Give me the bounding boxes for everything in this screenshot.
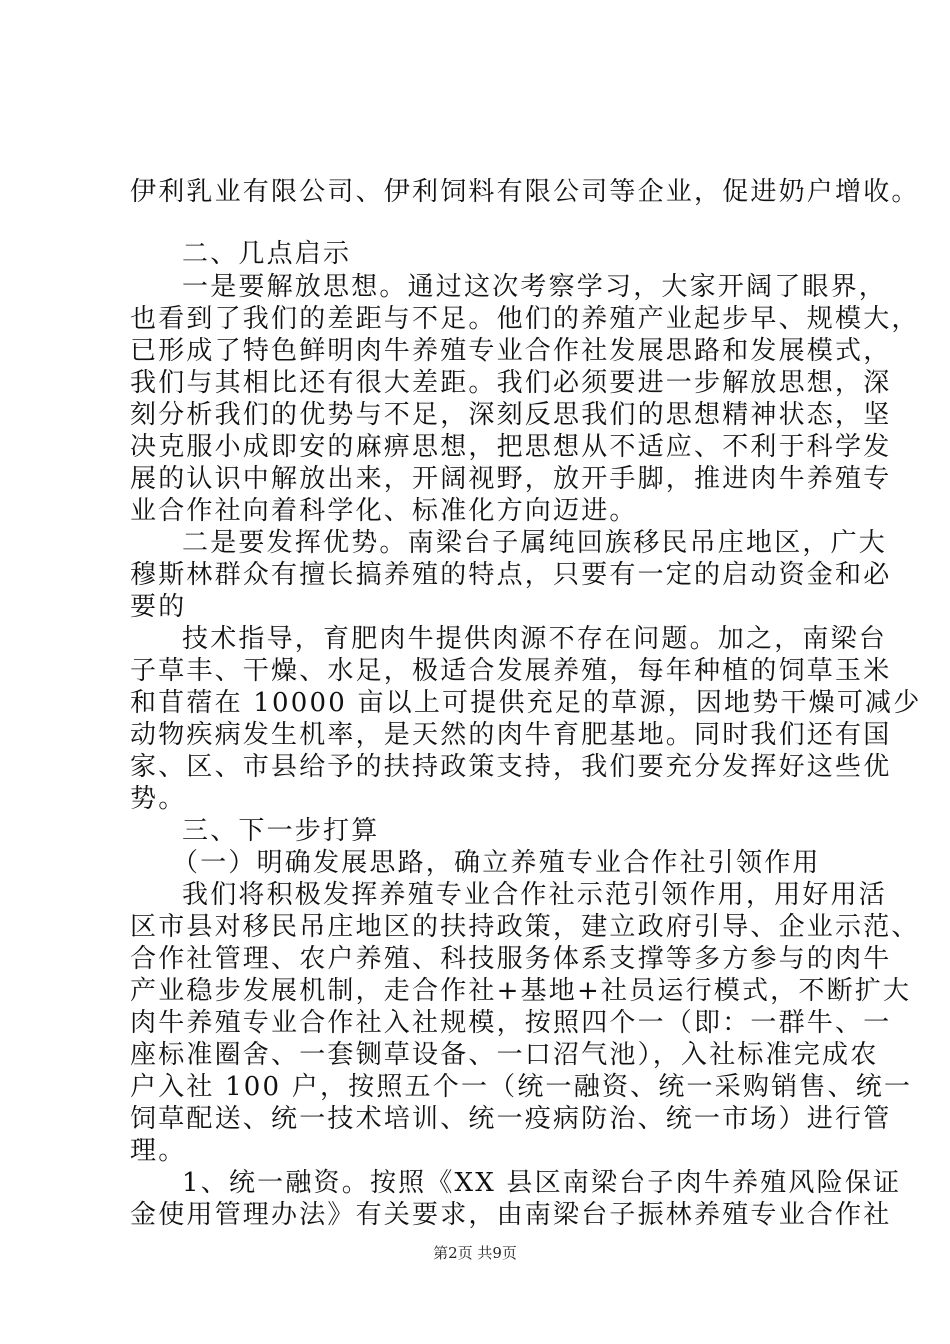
body-line: 业合作社向着科学化、标准化方向迈进。 bbox=[130, 496, 638, 526]
body-line: 子草丰、干燥、水足，极适合发展养殖，每年种植的饲草玉米 bbox=[130, 656, 892, 686]
body-line: 二是要发挥优势。南梁台子属纯回族移民吊庄地区，广大 bbox=[182, 528, 888, 558]
body-line: 座标准圈舍、一套铡草设备、一口沼气池），入社标准完成农 bbox=[130, 1040, 879, 1070]
body-line: 展的认识中解放出来，开阔视野，放开手脚，推进肉牛养殖专 bbox=[130, 464, 892, 494]
body-line: 伊利乳业有限公司、伊利饲料有限公司等企业，促进奶户增收。 bbox=[130, 177, 920, 207]
body-line: 产业稳步发展机制，走合作社+基地+社员运行模式，不断扩大 bbox=[130, 976, 912, 1006]
body-line: 和苜蓿在 10000 亩以上可提供充足的草源，因地势干燥可减少 bbox=[130, 688, 922, 718]
body-line: 金使用管理办法》有关要求，由南梁台子振林养殖专业合作社 bbox=[130, 1200, 892, 1230]
body-line: 一是要解放思想。通过这次考察学习，大家开阔了眼界， bbox=[182, 272, 888, 302]
body-line: 势。 bbox=[130, 784, 187, 814]
body-line: 肉牛养殖专业合作社入社规模，按照四个一（即：一群牛、一 bbox=[130, 1008, 892, 1038]
body-line: 也看到了我们的差距与不足。他们的养殖产业起步早、规模大， bbox=[130, 304, 920, 334]
section-heading: 二、几点启示 bbox=[182, 239, 352, 269]
page-footer: 第2页 共9页 bbox=[433, 1244, 517, 1262]
body-line: 饲草配送、统一技术培训、统一疫病防治、统一市场）进行管 bbox=[130, 1104, 892, 1134]
body-line: 刻分析我们的优势与不足，深刻反思我们的思想精神状态，坚 bbox=[130, 400, 892, 430]
body-line: 1、统一融资。按照《XX 县区南梁台子肉牛养殖风险保证 bbox=[182, 1168, 902, 1198]
body-line: 已形成了特色鲜明肉牛养殖专业合作社发展思路和发展模式， bbox=[130, 336, 892, 366]
body-line: 要的 bbox=[130, 592, 187, 622]
body-line: 动物疾病发生机率，是天然的肉牛育肥基地。同时我们还有国 bbox=[130, 720, 892, 750]
body-line: 合作社管理、农户养殖、科技服务体系支撑等多方参与的肉牛 bbox=[130, 944, 892, 974]
body-line: 决克服小成即安的麻痹思想，把思想从不适应、不利于科学发 bbox=[130, 432, 892, 462]
body-line: 技术指导，育肥肉牛提供肉源不存在问题。加之，南梁台 bbox=[182, 624, 888, 654]
section-heading: 三、下一步打算 bbox=[182, 816, 380, 846]
subsection-heading: （一）明确发展思路，确立养殖专业合作社引领作用 bbox=[172, 848, 821, 878]
body-line: 区市县对移民吊庄地区的扶持政策，建立政府引导、企业示范、 bbox=[130, 912, 920, 942]
body-line: 我们将积极发挥养殖专业合作社示范引领作用，用好用活 bbox=[182, 880, 888, 910]
body-line: 我们与其相比还有很大差距。我们必须要进一步解放思想，深 bbox=[130, 368, 892, 398]
body-line: 家、区、市县给予的扶持政策支持，我们要充分发挥好这些优 bbox=[130, 752, 892, 782]
body-line: 穆斯林群众有擅长搞养殖的特点，只要有一定的启动资金和必 bbox=[130, 560, 892, 590]
body-line: 户入社 100 户，按照五个一（统一融资、统一采购销售、统一 bbox=[130, 1072, 913, 1102]
body-line: 理。 bbox=[130, 1136, 187, 1166]
